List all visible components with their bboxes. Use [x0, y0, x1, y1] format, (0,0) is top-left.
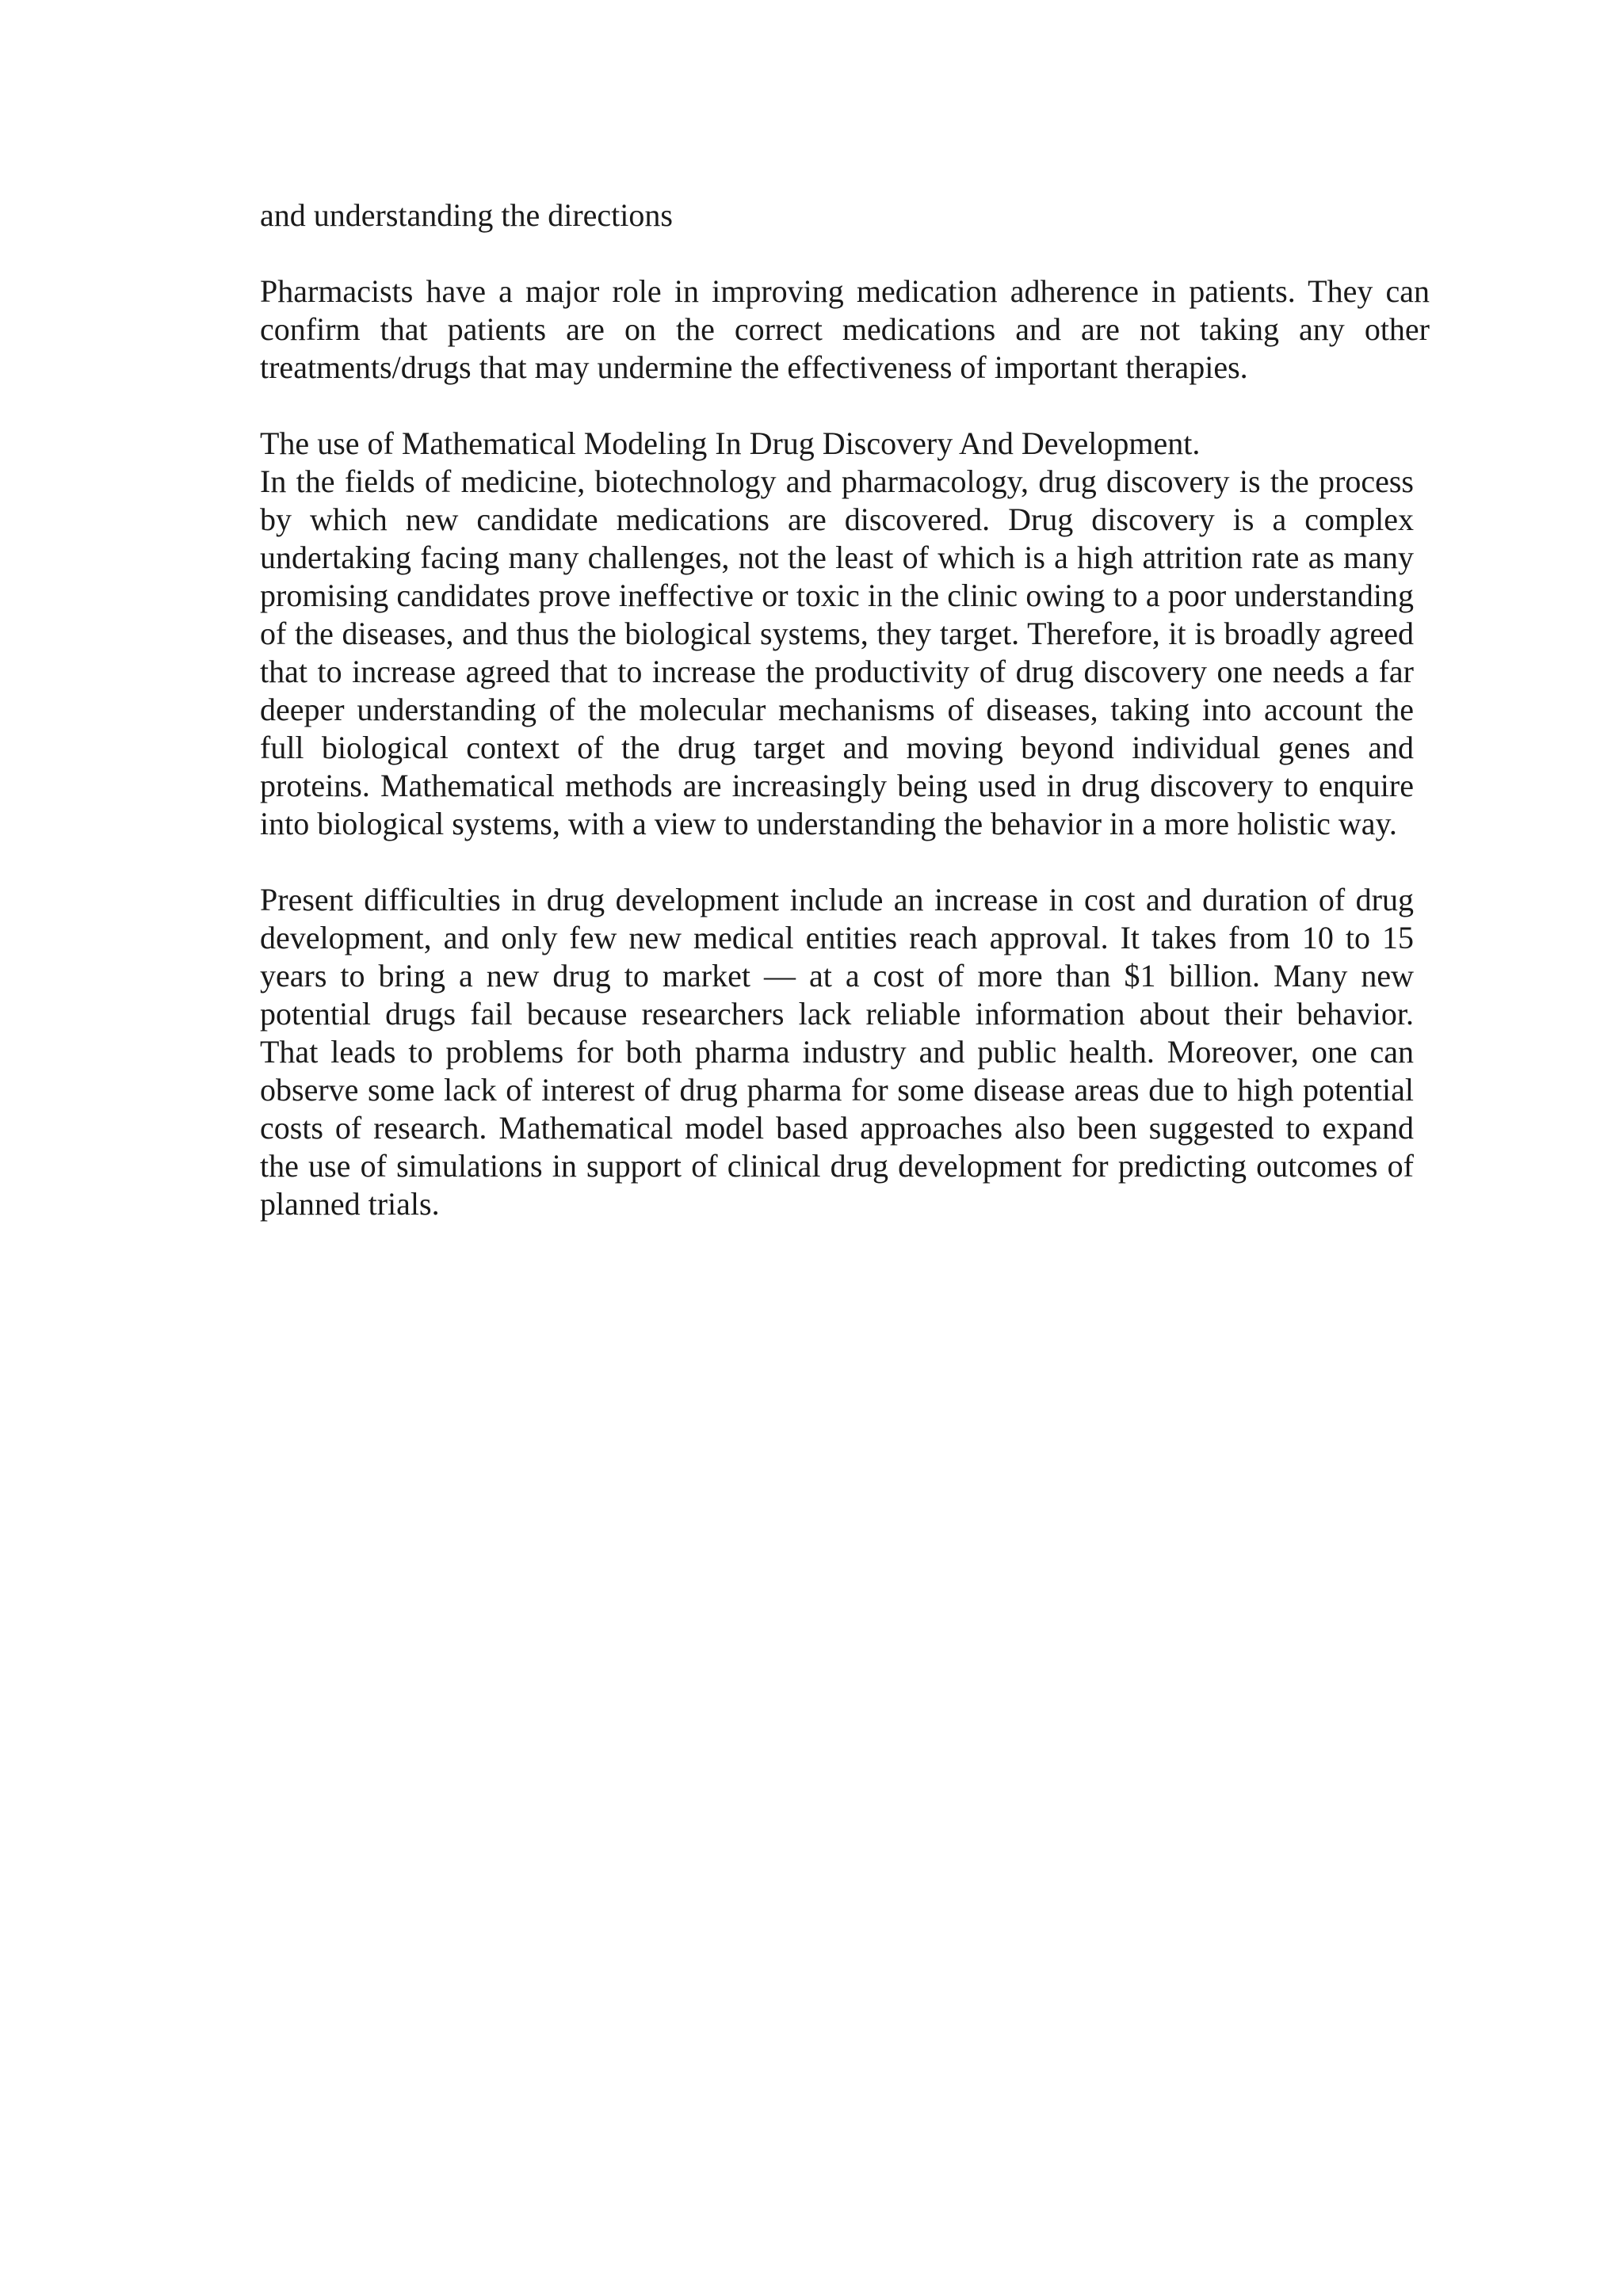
document-body	[260, 196, 1430, 1223]
paragraph-drug-development: Present difficulties in drug development include an increase in cost and duration of drug development, and only few new medical entities reach approval. It takes from 10 to 15 years to bring a new drug to market — at a cost of more than $1 billion. Many new potential drugs fail because researchers lack reliable information about their behavior. That leads to problems for both pharma industry and public health. Moreover, one can observe some lack of interest of drug pharma for some disease areas due to high potential costs of research. Mathematical model based approaches also been suggested to expand the use of simulations in support of clinical drug development for predicting outcomes of planned trials.	[260, 882, 1414, 1222]
continuation-fragment: and understanding the directions	[260, 197, 673, 233]
paragraph-drug-discovery: In the fields of medicine, biotechnology and pharmacology, drug discovery is the process by which new candidate medications are discovered. Drug discovery is a complex undertaking facing many challenges, not the least of which is a high attrition rate as many promising candidates prove ineffective or toxic in the clinic owing to a poor understanding of the diseases, and thus the biological systems, they target. Therefore, it is broadly agreed that to increase agreed that to increase the productivity of drug discovery one needs a far deeper understanding of the molecular mechanisms of diseases, taking into account the full biological context of the drug target and moving beyond individual genes and proteins. Mathematical methods are increasingly being used in drug discovery to enquire into biological systems, with a view to understanding the behavior in a more holistic way.	[260, 463, 1414, 841]
section-heading: The use of Mathematical Modeling In Drug Discovery And Development.	[260, 425, 1201, 461]
paragraph-medication-adherence: Pharmacists have a major role in improving medication adherence in patients. They can confirm that patients are on the correct medications and are not taking any other treatments/drugs that may undermine the effectiveness of important therapies.	[260, 273, 1430, 385]
